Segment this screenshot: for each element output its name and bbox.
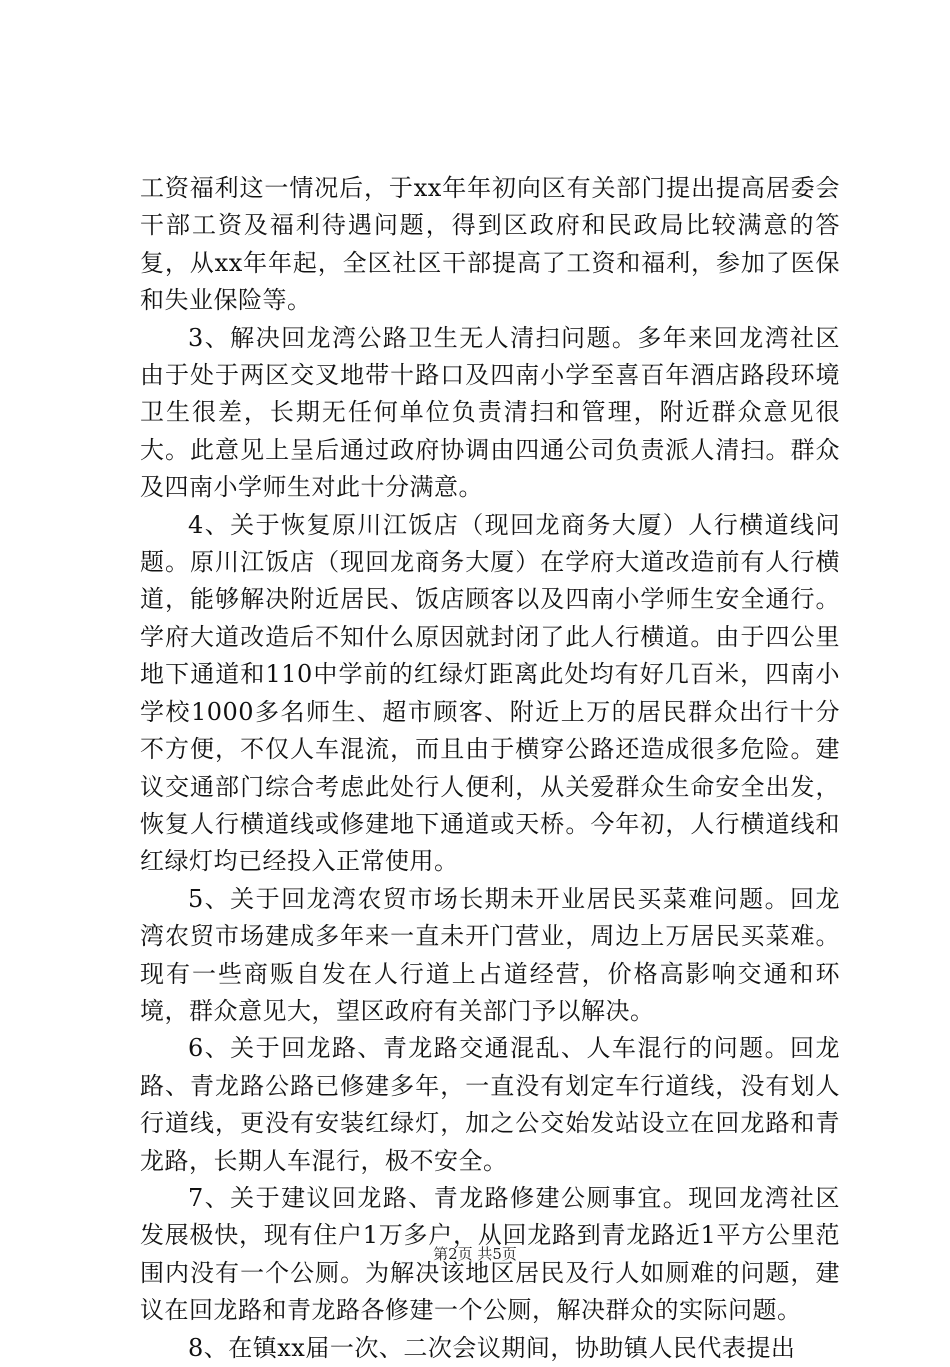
paragraph-continuation: 工资福利这一情况后，于xx年年初向区有关部门提出提高居委会干部工资及福利待遇问题，得到区政府和民政局比较满意的答复，从xx年年起，全区社区干部提高了工资和福利，参加了医保和失业保险等。 (140, 174, 840, 315)
page-number-footer: 第2页 共5页 (433, 1245, 517, 1263)
paragraph-item-7: 7、关于建议回龙路、青龙路修建公厕事宜。现回龙湾社区发展极快，现有住户1万多户，从回龙路到青龙路近1平方公里范围内没有一个公厕。为解决该地区居民及行人如厕难的问题，建议在回龙路和青龙路各修建一个公厕，解决群众的实际问题。 (140, 1183, 840, 1325)
paragraph-item-4: 4、关于恢复原川江饭店（现回龙商务大厦）人行横道线问题。原川江饭店（现回龙商务大厦）在学府大道改造前有人行横道，能够解决附近居民、饭店顾客以及四南小学师生安全通行。学府大道改造后不知什么原因就封闭了此人行横道。由于四公里地下通道和110中学前的红绿灯距离此处均有好几百米，四南小学校1000多名师生、超市顾客、附近上万的居民群众出行十分不方便，不仅人车混流，而且由于横穿公路还造成很多危险。建议交通部门综合考虑此处行人便利，从关爱群众生命安全出发，恢复人行横道线或修建地下通道或天桥。今年初，人行横道线和红绿灯均已经投入正常使用。 (140, 510, 840, 876)
paragraph-item-6: 6、关于回龙路、青龙路交通混乱、人车混行的问题。回龙路、青龙路公路已修建多年，一直没有划定车行道线，没有划人行道线，更没有安装红绿灯，加之公交始发站设立在回龙路和青龙路，长期人车混行，极不安全。 (140, 1034, 840, 1175)
paragraph-item-5: 5、关于回龙湾农贸市场长期未开业居民买菜难问题。回龙湾农贸市场建成多年来一直未开门营业，周边上万居民买菜难。现有一些商贩自发在人行道上占道经营，价格高影响交通和环境，群众意见大，望区政府有关部门予以解决。 (140, 884, 840, 1025)
paragraph-item-8: 8、在镇xx届一次、二次会议期间，协助镇人民代表提出 (188, 1333, 796, 1362)
paragraph-item-3: 3、解决回龙湾公路卫生无人清扫问题。多年来回龙湾社区由于处于两区交叉地带十路口及四南小学至喜百年酒店路段环境卫生很差，长期无任何单位负责清扫和管理，附近群众意见很大。此意见上呈后通过政府协调由四通公司负责派人清扫。群众及四南小学师生对此十分满意。 (140, 323, 840, 502)
document-body (140, 170, 840, 1367)
